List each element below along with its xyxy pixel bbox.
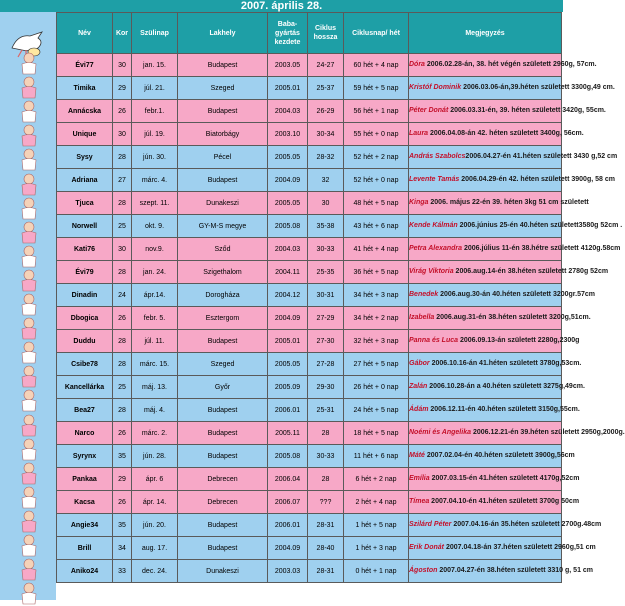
cycle-day-cell: 60 hét + 4 nap <box>344 54 409 77</box>
baby-icon <box>18 389 40 413</box>
cycle-day-cell: 43 hét + 6 nap <box>344 215 409 238</box>
note-text: 2006.03.31-én, 39. héten született 3420g, 55cm. <box>448 107 606 114</box>
baby-name: Ádám <box>409 406 429 413</box>
age-cell: 28 <box>113 330 132 353</box>
city-cell: Budapest <box>178 330 268 353</box>
nick-cell: Annácska <box>57 100 113 123</box>
city-cell: Budapest <box>178 54 268 77</box>
table-row <box>57 284 562 307</box>
note-cell <box>409 376 585 399</box>
age-cell: 34 <box>113 537 132 560</box>
note-cell <box>409 192 589 215</box>
cycle-cell: 27-28 <box>308 353 344 376</box>
baby-icon <box>18 124 40 148</box>
note-cell <box>409 422 625 445</box>
baby-icon <box>18 100 40 124</box>
cycle-cell: 32 <box>308 169 344 192</box>
nick-cell: Kati76 <box>57 238 113 261</box>
baby-name: Laura <box>409 130 429 137</box>
birthday-cell: márc. 2. <box>132 422 178 445</box>
nick-cell: Narco <box>57 422 113 445</box>
age-cell: 25 <box>113 215 132 238</box>
baby-icon <box>18 148 40 172</box>
baby-icon <box>18 558 40 582</box>
birthday-cell: júl. 21. <box>132 77 178 100</box>
age-cell: 35 <box>113 445 132 468</box>
baby-icon <box>18 317 40 341</box>
note-cell <box>409 77 615 100</box>
start-cell: 2004.09 <box>268 537 308 560</box>
nick-cell: Évi77 <box>57 54 113 77</box>
start-cell: 2004.03 <box>268 238 308 261</box>
cycle-day-cell: 32 hét + 3 nap <box>344 330 409 353</box>
note-text: 2006.aug.14-én 38.héten született 2780g 52cm <box>453 268 609 275</box>
age-cell: 28 <box>113 353 132 376</box>
header-note: Megjegyzés <box>409 13 562 54</box>
table-row <box>57 491 562 514</box>
note-cell <box>409 330 580 353</box>
note-cell <box>409 399 580 422</box>
city-cell: Dorogháza <box>178 284 268 307</box>
birthday-cell: jún. 30. <box>132 146 178 169</box>
header-cycle: Ciklus hossza <box>308 13 344 54</box>
table-row <box>57 307 562 330</box>
table-row <box>57 54 562 77</box>
note-cell <box>409 123 584 146</box>
cycle-cell: 28-31 <box>308 560 344 583</box>
table-row <box>57 146 562 169</box>
nick-cell: Adriana <box>57 169 113 192</box>
note-cell <box>409 215 623 238</box>
note-cell <box>409 307 591 330</box>
city-cell: Budapest <box>178 445 268 468</box>
city-cell: Debrecen <box>178 468 268 491</box>
baby-name: Izabella <box>409 314 435 321</box>
baby-icon <box>18 197 40 221</box>
note-cell <box>409 514 602 537</box>
cycle-cell: 35-38 <box>308 215 344 238</box>
nick-cell: Évi79 <box>57 261 113 284</box>
cycle-cell: 28-31 <box>308 514 344 537</box>
baby-icon <box>18 438 40 462</box>
note-text: 2006.aug.30-án 40.héten született 3200gr.57cm <box>438 291 595 298</box>
note-text: 2006.09.13-án született 2280g,2300g <box>458 337 580 344</box>
decoration-column <box>0 12 56 600</box>
start-cell: 2005.01 <box>268 77 308 100</box>
cycle-day-cell: 34 hét + 3 nap <box>344 284 409 307</box>
note-text: 2006.03.06-án,39.héten született 3300g,49 cm. <box>461 84 615 91</box>
start-cell: 2006.07 <box>268 491 308 514</box>
birthday-cell: nov.9. <box>132 238 178 261</box>
baby-name: Zalán <box>409 383 428 390</box>
birthday-cell: febr.1. <box>132 100 178 123</box>
cycle-day-cell: 2 hét + 4 nap <box>344 491 409 514</box>
cycle-day-cell: 6 hét + 2 nap <box>344 468 409 491</box>
age-cell: 26 <box>113 307 132 330</box>
table-row <box>57 100 562 123</box>
cycle-day-cell: 52 hét + 2 nap <box>344 146 409 169</box>
table-row <box>57 238 562 261</box>
age-cell: 30 <box>113 238 132 261</box>
start-cell: 2005.05 <box>268 353 308 376</box>
note-text: 2006.04.29-én 42. héten született 3900g, 58 cm <box>459 176 615 183</box>
note-text: 2006.02.28-án, 38. hét végén született 2960g, 57cm. <box>424 61 597 68</box>
birthday-cell: febr. 5. <box>132 307 178 330</box>
table-row <box>57 376 562 399</box>
note-text: 2007.04.16-án 35.héten született 2700g.48cm <box>451 521 602 528</box>
baby-icon <box>18 173 40 197</box>
age-cell: 28 <box>113 261 132 284</box>
header-name: Név <box>57 13 113 54</box>
start-cell: 2004.12 <box>268 284 308 307</box>
nick-cell: Syrynx <box>57 445 113 468</box>
cycle-cell: ??? <box>308 491 344 514</box>
cycle-cell: 25-35 <box>308 261 344 284</box>
city-cell: Szeged <box>178 77 268 100</box>
note-cell <box>409 560 594 583</box>
birthday-cell: márc. 4. <box>132 169 178 192</box>
baby-icon <box>18 582 40 606</box>
cycle-cell: 29-30 <box>308 376 344 399</box>
nick-cell: Angie34 <box>57 514 113 537</box>
city-cell: Pécel <box>178 146 268 169</box>
table-row <box>57 560 562 583</box>
cycle-day-cell: 1 hét + 5 nap <box>344 514 409 537</box>
note-cell <box>409 537 596 560</box>
header-cycle-day: Ciklusnap/ hét <box>344 13 409 54</box>
nick-cell: Unique <box>57 123 113 146</box>
note-text: 2006.04.27-én 41.héten született 3430 g,52 cm <box>465 153 618 160</box>
note-cell <box>409 146 618 169</box>
cycle-cell: 30-34 <box>308 123 344 146</box>
birthday-cell: dec. 24. <box>132 560 178 583</box>
age-cell: 26 <box>113 422 132 445</box>
start-cell: 2003.10 <box>268 123 308 146</box>
baby-name: Kinga <box>409 199 429 206</box>
table-row <box>57 445 562 468</box>
nick-cell: Bea27 <box>57 399 113 422</box>
cycle-day-cell: 41 hét + 4 nap <box>344 238 409 261</box>
age-cell: 25 <box>113 376 132 399</box>
baby-icon <box>18 534 40 558</box>
nick-cell: Dinadin <box>57 284 113 307</box>
baby-icon <box>18 341 40 365</box>
cycle-cell: 27-29 <box>308 307 344 330</box>
city-cell: Dunakeszi <box>178 192 268 215</box>
age-cell: 29 <box>113 77 132 100</box>
age-cell: 28 <box>113 399 132 422</box>
baby-icon <box>18 414 40 438</box>
cycle-day-cell: 48 hét + 5 nap <box>344 192 409 215</box>
note-cell <box>409 54 597 77</box>
age-cell: 30 <box>113 54 132 77</box>
note-text: 2006.12.21-én 39.héten született 2950g,2000g. <box>471 429 625 436</box>
baby-name: Péter Donát <box>409 107 449 114</box>
birthday-cell: jún. 20. <box>132 514 178 537</box>
baby-name: Levente Tamás <box>409 176 460 183</box>
baby-name: Petra Alexandra <box>409 245 463 252</box>
table-row <box>57 330 562 353</box>
baby-name: Dóra <box>409 61 425 68</box>
table-row <box>57 514 562 537</box>
nick-cell: Sysy <box>57 146 113 169</box>
age-cell: 27 <box>113 169 132 192</box>
baby-icon <box>18 269 40 293</box>
start-cell: 2004.03 <box>268 100 308 123</box>
cycle-cell: 30 <box>308 192 344 215</box>
table-row <box>57 399 562 422</box>
baby-name: Gábor <box>409 360 430 367</box>
table-row <box>57 468 562 491</box>
note-text: 2006.július 11-én 38.hétre született 4120g.58cm <box>462 245 621 252</box>
baby-name: Virág Viktoria <box>409 268 454 275</box>
start-cell: 2005.08 <box>268 215 308 238</box>
cycle-cell: 30-31 <box>308 284 344 307</box>
note-text: 2006.aug.31-én 38.héten született 3200g,51cm. <box>434 314 591 321</box>
cycle-day-cell: 59 hét + 5 nap <box>344 77 409 100</box>
birthday-cell: ápr.14. <box>132 284 178 307</box>
cycle-cell: 24-27 <box>308 54 344 77</box>
age-cell: 30 <box>113 123 132 146</box>
cycle-cell: 27-30 <box>308 330 344 353</box>
birthday-cell: márc. 15. <box>132 353 178 376</box>
table-row <box>57 353 562 376</box>
baby-name: András Szabolcs <box>409 153 466 160</box>
table-row <box>57 169 562 192</box>
start-cell: 2004.11 <box>268 261 308 284</box>
city-cell: Budapest <box>178 422 268 445</box>
note-text: 2007.04.10-én 41.héten született 3700g 50cm <box>429 498 580 505</box>
baby-icon <box>18 486 40 510</box>
cycle-day-cell: 27 hét + 5 nap <box>344 353 409 376</box>
city-cell: Biatorbágy <box>178 123 268 146</box>
note-text: 2006.04.08-án 42. héten született 3400g, 56cm. <box>428 130 584 137</box>
start-cell: 2006.01 <box>268 514 308 537</box>
cycle-day-cell: 56 hét + 1 nap <box>344 100 409 123</box>
city-cell: Budapest <box>178 100 268 123</box>
start-cell: 2003.05 <box>268 54 308 77</box>
note-cell <box>409 238 621 261</box>
note-text: 2007.02.04-én 40.héten született 3900g,56cm <box>424 452 575 459</box>
city-cell: GY-M-S megye <box>178 215 268 238</box>
header-start: Baba-gyártás kezdete <box>268 13 308 54</box>
age-cell: 24 <box>113 284 132 307</box>
cycle-cell: 26-29 <box>308 100 344 123</box>
start-cell: 2005.01 <box>268 330 308 353</box>
city-cell: Budapest <box>178 537 268 560</box>
city-cell: Győr <box>178 376 268 399</box>
note-cell <box>409 284 595 307</box>
city-cell: Sződ <box>178 238 268 261</box>
cycle-day-cell: 26 hét + 0 nap <box>344 376 409 399</box>
note-text: 2007.03.15-én 41.héten született 4170g,52cm <box>429 475 580 482</box>
note-cell <box>409 468 580 491</box>
table-row <box>57 192 562 215</box>
age-cell: 35 <box>113 514 132 537</box>
cycle-cell: 25-31 <box>308 399 344 422</box>
cycle-cell: 30-33 <box>308 238 344 261</box>
baby-icon <box>18 221 40 245</box>
nick-cell: Kacsa <box>57 491 113 514</box>
baby-icon <box>18 462 40 486</box>
baby-name: Noémi és Angelika <box>409 429 471 436</box>
birthday-cell: júl. 11. <box>132 330 178 353</box>
note-cell <box>409 261 609 284</box>
birthday-cell: szept. 11. <box>132 192 178 215</box>
age-cell: 28 <box>113 146 132 169</box>
table-row <box>57 77 562 100</box>
cycle-day-cell: 36 hét + 5 nap <box>344 261 409 284</box>
cycle-day-cell: 55 hét + 0 nap <box>344 123 409 146</box>
table-row <box>57 422 562 445</box>
note-text: 2007.04.18-án 37.héten született 2960g,51 cm <box>444 544 596 551</box>
nick-cell: Kancellárka <box>57 376 113 399</box>
cycle-cell: 28-40 <box>308 537 344 560</box>
cycle-day-cell: 18 hét + 5 nap <box>344 422 409 445</box>
note-text: 2006.június 25-én 40.héten született3580g 52cm . <box>457 222 623 229</box>
birthday-cell: jan. 24. <box>132 261 178 284</box>
cycle-day-cell: 24 hét + 5 nap <box>344 399 409 422</box>
city-cell: Budapest <box>178 514 268 537</box>
baby-table <box>56 12 625 583</box>
start-cell: 2004.09 <box>268 169 308 192</box>
table-row <box>57 215 562 238</box>
age-cell: 33 <box>113 560 132 583</box>
page-title: 2007. április 28. <box>0 0 563 12</box>
start-cell: 2004.09 <box>268 307 308 330</box>
baby-name: Kristóf Dominik <box>409 84 462 91</box>
note-cell <box>409 169 615 192</box>
start-cell: 2006.01 <box>268 399 308 422</box>
cycle-cell: 25-37 <box>308 77 344 100</box>
baby-icon <box>18 245 40 269</box>
header-age: Kor <box>113 13 132 54</box>
table-row <box>57 123 562 146</box>
cycle-cell: 30-33 <box>308 445 344 468</box>
nick-cell: Pankaa <box>57 468 113 491</box>
baby-icon <box>18 365 40 389</box>
cycle-day-cell: 1 hét + 3 nap <box>344 537 409 560</box>
baby-name: Panna és Luca <box>409 337 459 344</box>
cycle-cell: 28 <box>308 422 344 445</box>
note-cell <box>409 353 582 376</box>
header-city: Lakhely <box>178 13 268 54</box>
cycle-day-cell: 0 hét + 1 nap <box>344 560 409 583</box>
city-cell: Szeged <box>178 353 268 376</box>
baby-name: Benedek <box>409 291 439 298</box>
baby-name: Máté <box>409 452 425 459</box>
age-cell: 26 <box>113 491 132 514</box>
baby-icon <box>18 510 40 534</box>
birthday-cell: okt. 9. <box>132 215 178 238</box>
baby-icon <box>18 293 40 317</box>
cycle-cell: 28 <box>308 468 344 491</box>
nick-cell: Duddu <box>57 330 113 353</box>
table-row <box>57 261 562 284</box>
nick-cell: Csibe78 <box>57 353 113 376</box>
note-text: 2006. május 22-én 39. héten 3kg 51 cm született <box>428 199 589 206</box>
birthday-cell: máj. 4. <box>132 399 178 422</box>
header-row <box>57 13 562 54</box>
nick-cell: Dbogica <box>57 307 113 330</box>
note-text: 2006.10.16-án 41.héten született 3780g,53cm. <box>429 360 582 367</box>
city-cell: Debrecen <box>178 491 268 514</box>
baby-name: Szilárd Péter <box>409 521 452 528</box>
baby-name: Erik Donát <box>409 544 445 551</box>
start-cell: 2005.08 <box>268 445 308 468</box>
age-cell: 26 <box>113 100 132 123</box>
start-cell: 2005.05 <box>268 146 308 169</box>
cycle-day-cell: 11 hét + 6 nap <box>344 445 409 468</box>
baby-name: Ágoston <box>409 567 438 574</box>
baby-name: Kende Kálmán <box>409 222 458 229</box>
cycle-cell: 28-32 <box>308 146 344 169</box>
nick-cell: Brill <box>57 537 113 560</box>
nick-cell: Tjuca <box>57 192 113 215</box>
city-cell: Szigethalom <box>178 261 268 284</box>
nick-cell: Timika <box>57 77 113 100</box>
note-cell <box>409 491 580 514</box>
age-cell: 29 <box>113 468 132 491</box>
birthday-cell: máj. 13. <box>132 376 178 399</box>
baby-icon <box>18 52 40 76</box>
nick-cell: Aniko24 <box>57 560 113 583</box>
baby-name: Tímea <box>409 498 430 505</box>
note-text: 2007.04.27-én 38.héten született 3310 g, 51 cm <box>437 567 594 574</box>
age-cell: 28 <box>113 192 132 215</box>
cycle-day-cell: 52 hét + 0 nap <box>344 169 409 192</box>
birthday-cell: ápr. 6 <box>132 468 178 491</box>
start-cell: 2006.04 <box>268 468 308 491</box>
start-cell: 2003.03 <box>268 560 308 583</box>
city-cell: Budapest <box>178 169 268 192</box>
note-text: 2006.10.28-án a 40.héten született 3275g,49cm. <box>427 383 585 390</box>
birthday-cell: aug. 17. <box>132 537 178 560</box>
table-row <box>57 537 562 560</box>
city-cell: Esztergom <box>178 307 268 330</box>
city-cell: Dunakeszi <box>178 560 268 583</box>
header-birthday: Szülinap <box>132 13 178 54</box>
note-text: 2006.12.11-én 40.héten született 3150g,55cm. <box>428 406 580 413</box>
birthday-cell: ápr. 14. <box>132 491 178 514</box>
birthday-cell: júl. 19. <box>132 123 178 146</box>
note-cell <box>409 100 606 123</box>
start-cell: 2005.11 <box>268 422 308 445</box>
start-cell: 2005.05 <box>268 192 308 215</box>
nick-cell: Norwell <box>57 215 113 238</box>
note-cell <box>409 445 575 468</box>
birthday-cell: jún. 28. <box>132 445 178 468</box>
baby-name: Emília <box>409 475 430 482</box>
baby-icon <box>18 76 40 100</box>
birthday-cell: jan. 15. <box>132 54 178 77</box>
cycle-day-cell: 34 hét + 2 nap <box>344 307 409 330</box>
city-cell: Budapest <box>178 399 268 422</box>
start-cell: 2005.09 <box>268 376 308 399</box>
